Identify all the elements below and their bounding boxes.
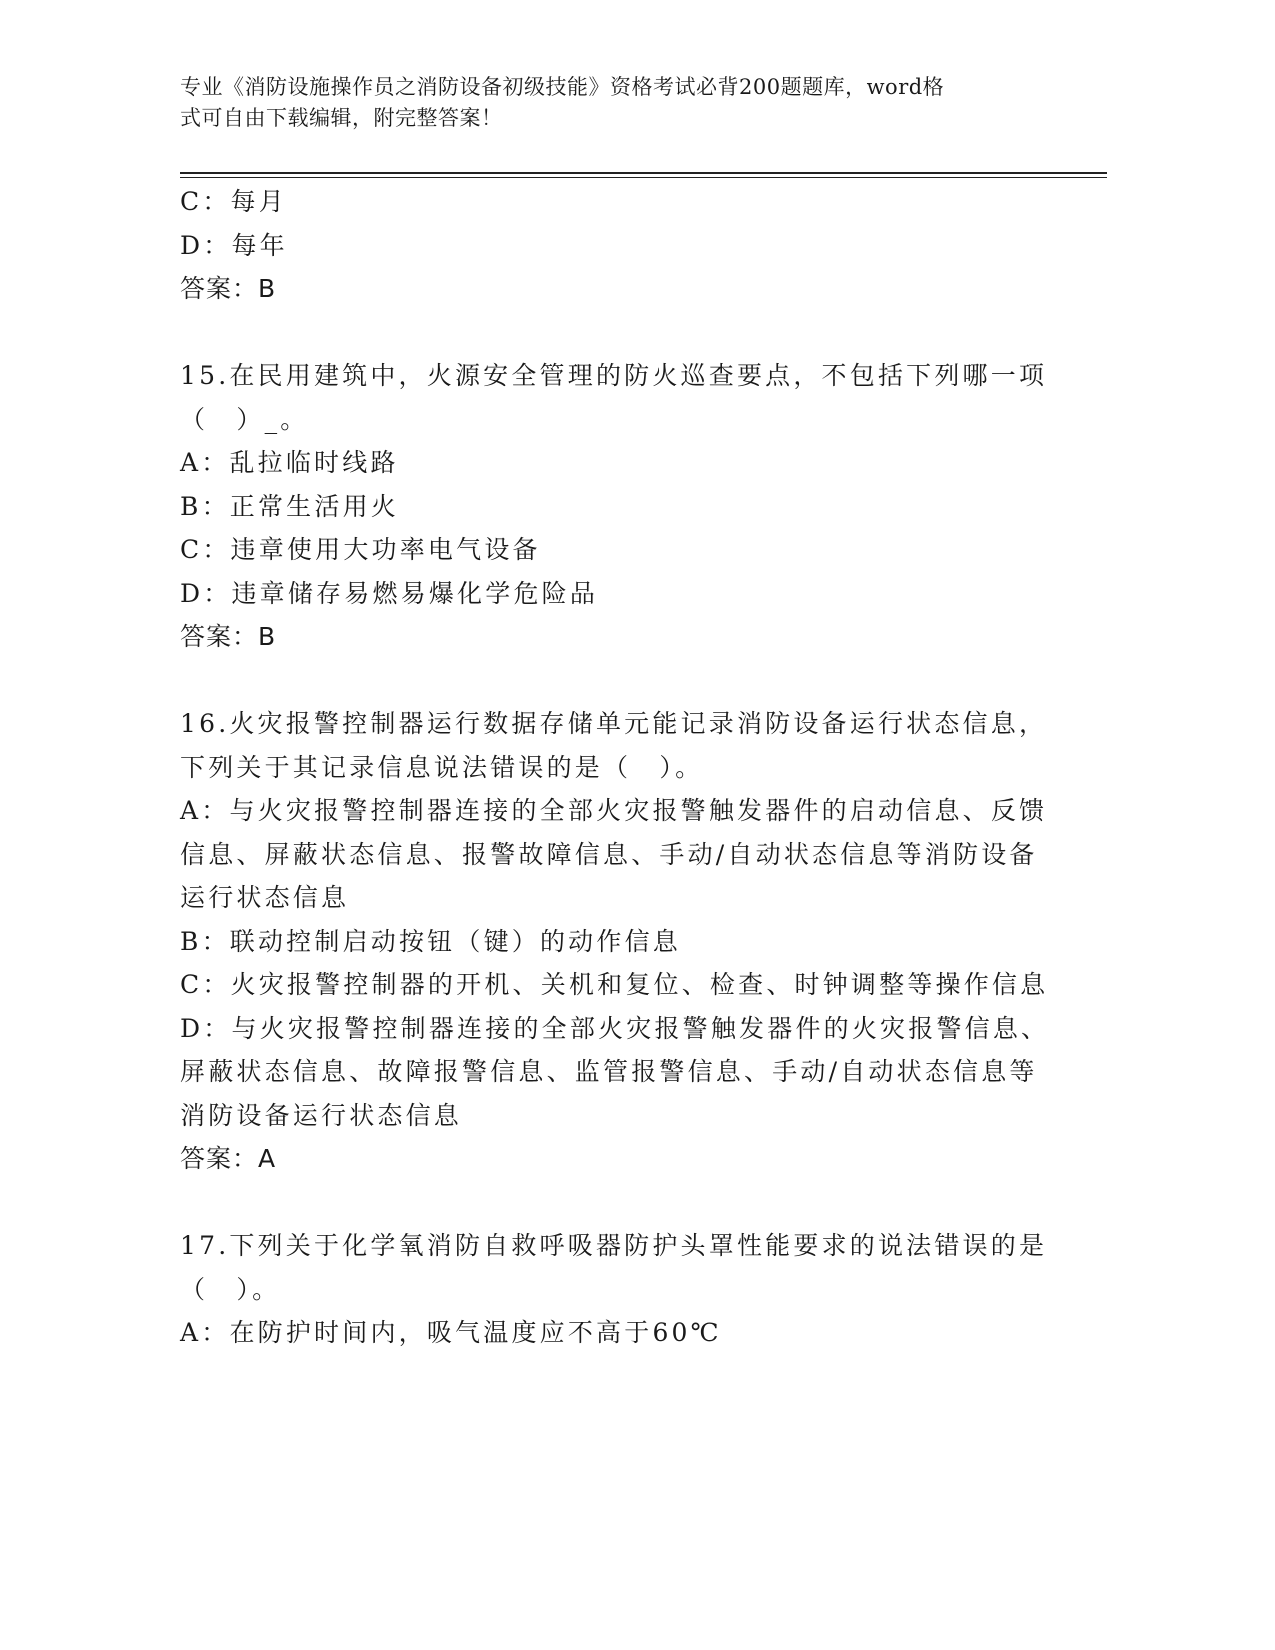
option-a-continued: 运行状态信息 [180, 883, 350, 912]
question-content [180, 180, 1050, 1355]
question-stem: 15.在民用建筑中，火源安全管理的防火巡查要点，不包括下列哪一项 [180, 361, 1048, 390]
option-b: B：正常生活用火 [180, 491, 399, 521]
option-a: A：乱拉临时线路 [180, 448, 399, 477]
document-header [180, 72, 1040, 134]
option-b: B：联动控制启动按钮（键）的动作信息 [180, 926, 681, 956]
option-a-continued: 信息、屏蔽状态信息、报警故障信息、手动/自动状态信息等消防设备 [180, 839, 1038, 869]
option-d: D：违章储存易燃易爆化学危险品 [180, 578, 599, 608]
question-stem: 下列关于其记录信息说法错误的是（ ）。 [180, 752, 704, 782]
header-line-2: 式可自由下载编辑，附完整答案！ [180, 106, 503, 130]
header-divider-thin [180, 177, 1107, 178]
option-c: C：火灾报警控制器的开机、关机和复位、检查、时钟调整等操作信息 [180, 970, 1049, 999]
question-17 [180, 1224, 1048, 1355]
option-a: A：在防护时间内，吸气温度应不高于60℃ [180, 1318, 722, 1347]
spacer [180, 659, 1040, 703]
option-a: A：与火灾报警控制器连接的全部火灾报警触发器件的启动信息、反馈 [180, 796, 1048, 825]
continued-question [180, 180, 1040, 311]
spacer [180, 1181, 1040, 1225]
option-d-continued: 屏蔽状态信息、故障报警信息、监管报警信息、手动/自动状态信息等 [180, 1057, 1038, 1086]
option-c: C：每月 [180, 187, 287, 216]
question-stem: 16.火灾报警控制器运行数据存储单元能记录消防设备运行状态信息， [180, 709, 1048, 738]
spacer [180, 311, 1040, 355]
header-divider-thick [180, 172, 1107, 174]
answer-line: 答案：A [180, 1144, 277, 1173]
answer-line: 答案：B [180, 274, 277, 303]
question-16 [180, 702, 1050, 1181]
answer-line: 答案：B [180, 622, 277, 651]
question-stem: 17.下列关于化学氧消防自救呼吸器防护头罩性能要求的说法错误的是 [180, 1231, 1048, 1260]
option-d-continued: 消防设备运行状态信息 [180, 1100, 463, 1130]
question-stem: （ ）。 [180, 1274, 281, 1304]
question-15 [180, 354, 1048, 659]
option-d: D：与火灾报警控制器连接的全部火灾报警触发器件的火灾报警信息、 [180, 1013, 1050, 1043]
question-stem: （ ）_。 [180, 404, 309, 434]
option-d: D：每年 [180, 230, 288, 260]
option-c: C：违章使用大功率电气设备 [180, 535, 541, 564]
header-line-1: 专业《消防设施操作员之消防设备初级技能》资格考试必背200题题库，word格 [180, 75, 945, 99]
